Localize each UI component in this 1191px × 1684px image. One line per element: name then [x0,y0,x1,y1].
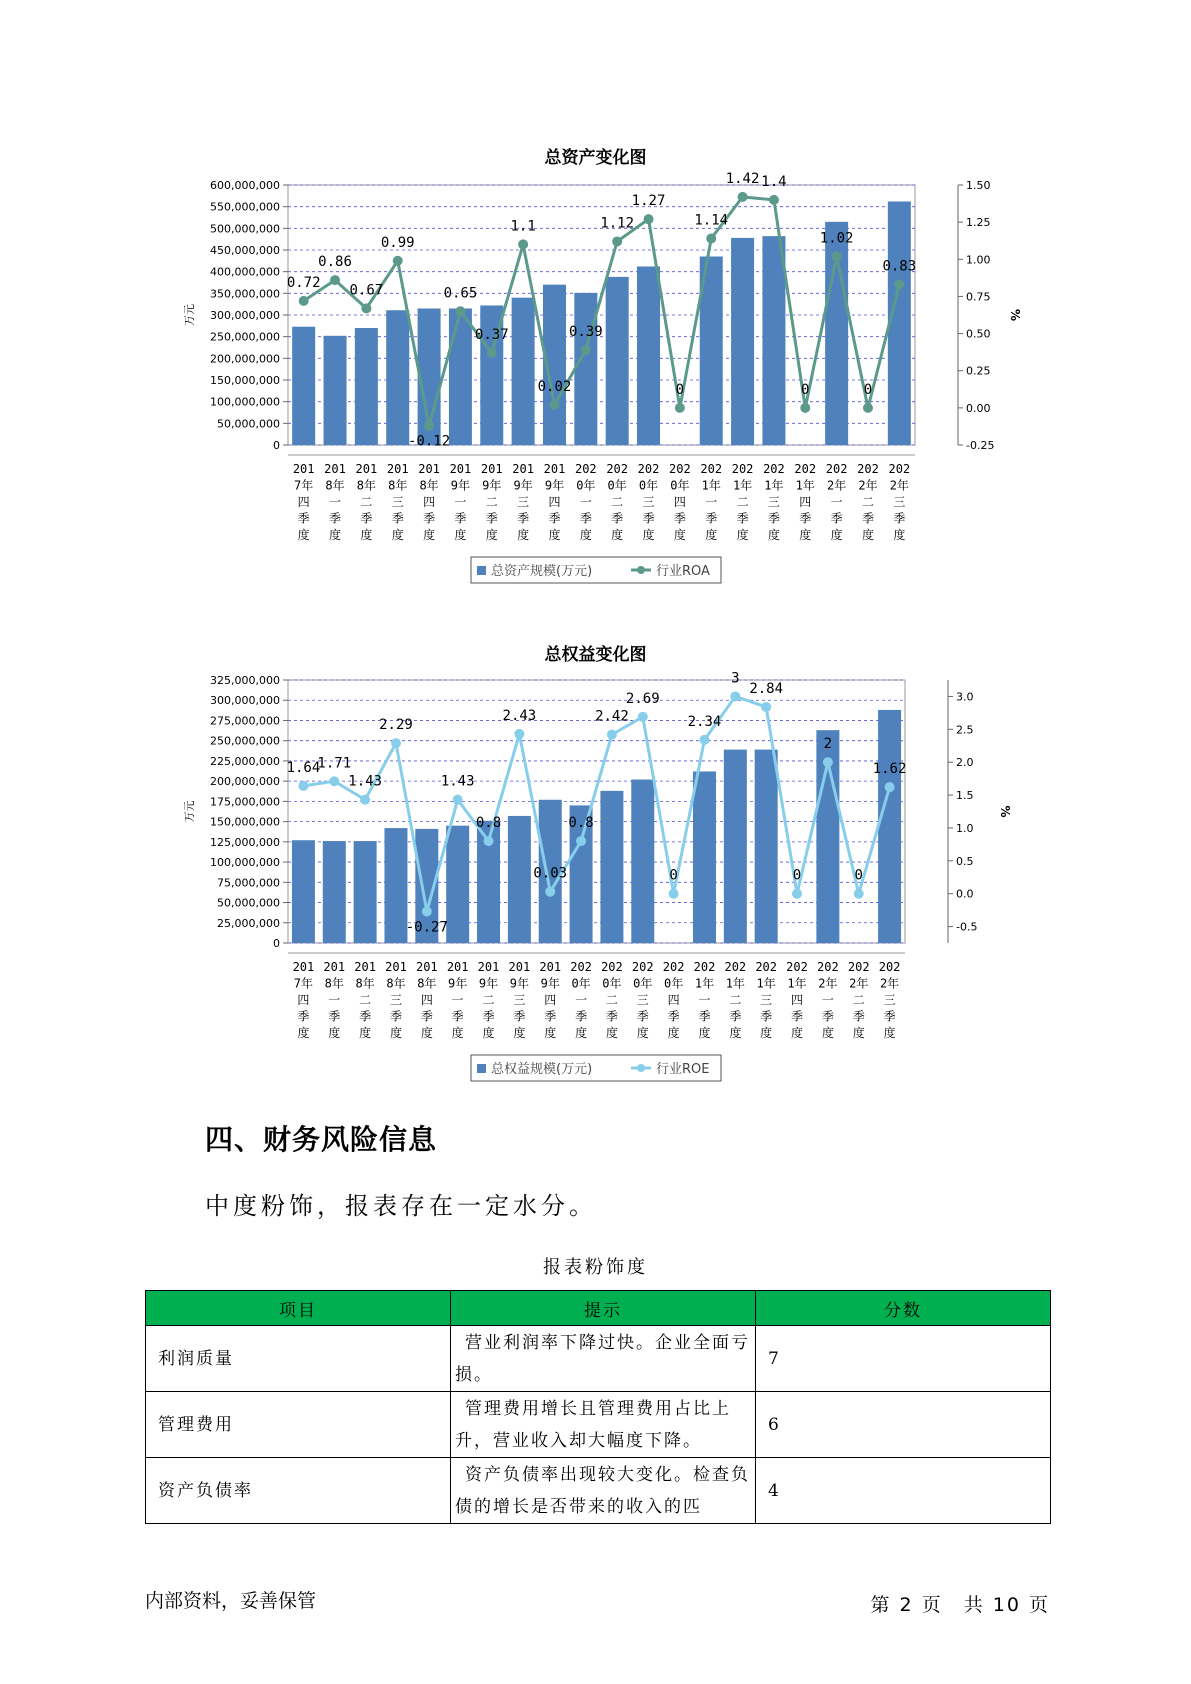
line-point [612,236,622,246]
bar [355,328,378,445]
data-label: 0.39 [568,323,603,340]
x-tick-label: 202 0年三季度 [637,462,660,542]
right-tick-label: 0.0 [956,887,974,901]
page-total: 10 [992,1594,1021,1616]
legend-bar-label: 总权益规模(万元) [491,1062,593,1077]
line-point [863,403,873,413]
x-tick-label: 202 2年二季度 [847,960,870,1040]
table-header-row [146,1291,1051,1326]
line-point [894,280,904,290]
legend-bar-label: 总资产规模(万元) [491,564,593,579]
x-tick-label: 202 0年一季度 [570,960,592,1040]
line-point [581,345,591,355]
legend-line-label: 行业ROE [656,1062,710,1077]
left-tick-label: 250,000,000 [210,734,280,748]
right-axis-label: % [1008,308,1022,322]
chart-title-total-equity: 总权益变化图 [544,645,647,665]
line-point [391,738,401,748]
data-label: 1.1 [510,218,536,235]
left-tick-label: 300,000,000 [210,309,280,322]
line-point [706,233,716,243]
data-label: 0.8 [475,815,502,832]
data-label: 2.84 [749,680,784,697]
row-score: 4 [756,1458,1051,1524]
data-label: 0.99 [380,234,415,251]
left-tick-label: 300,000,000 [210,694,280,708]
right-tick-label: 0.00 [966,401,991,415]
line-point [638,712,648,722]
x-tick-label: 202 2年一季度 [825,462,848,542]
data-label: 1.42 [725,170,760,187]
data-label: 1.14 [694,212,729,229]
data-label: 2.69 [625,690,660,707]
data-label: 1.71 [317,755,352,772]
footer-page-number [870,1590,1050,1617]
row-item: 利润质量 [146,1326,451,1392]
data-label: 0.37 [474,326,509,343]
header-hint: 提示 [451,1291,756,1326]
bar [574,293,597,445]
data-label: 0.72 [286,274,321,291]
row-hint: 资产负债率出现较大变化。检查负债的增长是否带来的收入的匹 [451,1458,756,1524]
line-point [761,702,771,712]
bar [292,840,315,943]
data-label: 1.02 [819,230,854,247]
bar [323,841,346,943]
line-point [484,836,494,846]
bar [631,780,654,943]
line-point [455,306,465,316]
x-tick-label: 201 7年四季度 [292,960,315,1040]
line-point [549,400,559,410]
risk-table [145,1290,1051,1524]
left-axis-label: 万元 [183,304,196,326]
data-label: 1.4 [761,173,787,190]
right-tick-label: 0.5 [956,854,974,868]
x-tick-label: 201 9年四季度 [539,960,562,1040]
left-tick-label: 450,000,000 [210,244,280,257]
x-tick-label: 202 2年三季度 [878,960,901,1040]
data-label: 2.43 [502,707,537,724]
x-tick-label: 202 0年二季度 [601,960,623,1040]
bar [324,336,347,445]
x-tick-label: 202 1年四季度 [786,960,808,1040]
data-label: 1.27 [631,193,666,210]
page-prefix: 第 [870,1594,892,1616]
row-hint: 管理费用增长且管理费用占比上升，营业收入却大幅度下降。 [451,1392,756,1458]
right-axis-label: % [998,805,1012,818]
page-current: 2 [899,1594,914,1616]
data-label: 0 [675,381,685,398]
left-tick-label: 150,000,000 [210,815,280,829]
line-point [769,195,779,205]
legend-line-marker [637,1064,645,1072]
row-score: 6 [756,1392,1051,1458]
x-tick-label: 202 2年二季度 [857,462,879,542]
table-row [146,1392,1051,1458]
right-tick-label: 1.5 [956,789,974,803]
right-tick-label: 1.0 [956,821,974,835]
right-tick-label: 0.25 [966,364,991,378]
line-point [299,296,309,306]
total-equity-chart [0,668,1191,1088]
left-tick-label: 600,000,000 [210,179,280,192]
left-tick-label: 0 [273,937,280,950]
left-tick-label: 150,000,000 [210,374,280,387]
x-tick-label: 201 8年三季度 [385,960,407,1040]
data-label: 2.29 [379,717,413,734]
line-point [885,782,895,792]
x-tick-label: 201 8年二季度 [354,960,376,1040]
x-tick-label: 202 0年三季度 [631,960,654,1040]
left-tick-label: 275,000,000 [210,714,280,728]
x-tick-label: 202 1年一季度 [700,462,723,542]
x-tick-label: 202 0年四季度 [662,960,685,1040]
header-item: 项目 [146,1291,451,1326]
line-point [675,403,685,413]
line-point [792,889,802,899]
left-tick-label: 200,000,000 [210,352,280,366]
line-point [832,251,842,261]
x-tick-label: 201 9年三季度 [508,960,531,1040]
data-label: -0.12 [407,433,451,450]
bar [354,841,377,943]
x-tick-label: 202 2年一季度 [817,960,839,1040]
right-tick-label: -0.5 [956,920,978,934]
line-point [330,275,340,285]
data-label: 0 [669,867,678,884]
left-tick-label: 50,000,000 [217,896,280,910]
bar [512,298,535,445]
data-label: 0 [863,381,873,398]
data-label: 0.83 [882,258,917,275]
bar [724,750,747,943]
page-mid: 页 共 [921,1594,985,1616]
right-tick-label: 0.75 [966,290,991,304]
line-point [854,889,864,899]
data-label: 3 [731,670,740,687]
x-tick-label: 202 0年二季度 [606,462,629,542]
line-point [699,735,709,745]
x-tick-label: 202 1年一季度 [693,960,716,1040]
left-tick-label: 550,000,000 [210,200,280,214]
line-point [607,730,617,740]
left-tick-label: 0 [273,439,280,452]
data-label: 1.62 [872,761,907,778]
data-label: 0 [801,381,810,398]
line-point [738,192,748,202]
x-tick-label: 202 0年一季度 [574,462,597,542]
row-item: 资产负债率 [146,1458,451,1524]
x-tick-label: 202 1年二季度 [731,462,754,542]
data-label: 0 [854,867,863,884]
data-label: 2.42 [595,708,629,725]
x-tick-label: 201 8年一季度 [324,462,346,542]
data-label: 1.43 [348,773,382,790]
table-row [146,1458,1051,1524]
bar [386,310,409,445]
row-item: 管理费用 [146,1392,451,1458]
bar [731,238,754,445]
table-caption: 报表粉饰度 [543,1257,648,1278]
left-tick-label: 75,000,000 [217,876,280,890]
data-label: -0.27 [405,919,448,936]
bar [755,750,778,943]
right-tick-label: 2.5 [956,723,974,737]
x-tick-label: 202 0年四季度 [669,462,691,542]
left-tick-label: 500,000,000 [210,222,280,236]
left-tick-label: 200,000,000 [210,775,280,789]
data-label: 0.86 [318,254,352,271]
left-tick-label: 400,000,000 [210,265,280,279]
line-point [422,906,432,916]
line-point [514,729,524,739]
header-score: 分数 [756,1291,1051,1326]
left-tick-label: 100,000,000 [210,856,280,870]
right-tick-label: -0.25 [966,439,995,452]
x-tick-label: 201 9年二季度 [477,960,500,1040]
right-tick-label: 0.50 [966,327,991,341]
line-point [669,889,679,899]
section-heading: 四、财务风险信息 [205,1123,438,1156]
x-tick-label: 201 8年二季度 [355,462,378,542]
legend-bar-swatch [477,1064,486,1073]
bar [292,327,315,445]
right-tick-label: 1.00 [966,253,991,267]
x-tick-label: 201 8年四季度 [418,462,440,542]
left-tick-label: 225,000,000 [210,754,280,768]
left-tick-label: 100,000,000 [210,395,280,409]
bar [888,201,911,445]
chart-title-total-assets: 总资产变化图 [544,148,647,168]
x-tick-label: 201 8年三季度 [386,462,409,542]
data-label: 2.34 [687,713,722,730]
line-point [576,836,586,846]
page-suffix: 页 [1028,1594,1050,1616]
data-label: 2 [823,736,833,753]
line-point [361,303,371,313]
risk-summary: 中度粉饰，报表存在一定水分。 [205,1192,597,1220]
x-tick-label: 202 1年二季度 [724,960,747,1040]
x-tick-label: 202 1年三季度 [755,960,778,1040]
data-label: 1.12 [600,215,635,232]
line-point [644,214,654,224]
bar [693,771,716,943]
x-tick-label: 202 2年三季度 [888,462,911,542]
line-point [329,776,339,786]
x-tick-label: 201 7年四季度 [292,462,315,542]
data-label: 0.8 [568,815,594,832]
data-label: 1.64 [286,759,321,776]
line-point [487,348,497,358]
row-hint: 营业利润率下降过快。企业全面亏损。 [451,1326,756,1392]
legend-line-marker [637,566,645,574]
line-point [453,795,463,805]
bar [446,826,469,943]
left-tick-label: 125,000,000 [210,835,280,849]
footer-confidential: 内部资料，妥善保管 [145,1590,317,1612]
line-point [393,256,403,266]
x-tick-label: 201 8年四季度 [415,960,438,1040]
right-tick-label: 2.0 [956,756,974,770]
table-row [146,1326,1051,1392]
x-tick-label: 202 1年四季度 [794,462,817,542]
legend-bar-swatch [477,566,486,575]
right-tick-label: 3.0 [956,690,974,704]
left-tick-label: 250,000,000 [210,330,280,344]
bar [600,791,623,943]
data-label: 0 [792,867,802,884]
left-tick-label: 175,000,000 [210,795,280,809]
bar [508,816,531,943]
bar [606,277,629,445]
right-tick-label: 1.50 [966,179,991,192]
bar [449,309,472,446]
x-tick-label: 201 9年三季度 [512,462,534,542]
line-point [518,239,528,249]
line-point [298,781,308,791]
x-tick-label: 201 8年一季度 [323,960,346,1040]
x-tick-label: 201 9年一季度 [446,960,469,1040]
x-tick-label: 202 1年三季度 [763,462,785,542]
data-label: 0.02 [537,378,572,395]
row-score: 7 [756,1326,1051,1392]
line-point [545,887,555,897]
line-point [730,691,740,701]
left-axis-label: 万元 [183,800,196,823]
right-tick-label: 1.25 [966,216,991,230]
left-tick-label: 325,000,000 [210,674,280,687]
bar [384,828,407,943]
x-tick-label: 201 9年四季度 [543,462,566,542]
x-tick-label: 201 9年一季度 [449,462,472,542]
bar [878,710,901,943]
data-label: 0.65 [443,285,478,302]
line-point [424,421,434,431]
line-point [800,403,810,413]
bar [637,266,660,445]
line-point [360,795,370,805]
left-tick-label: 50,000,000 [217,417,280,431]
line-point [823,757,833,767]
data-label: 1.43 [440,773,475,790]
total-assets-chart [0,170,1191,590]
data-label: 0.67 [349,282,384,299]
legend-line-label: 行业ROA [656,564,710,579]
left-tick-label: 25,000,000 [217,916,280,930]
left-tick-label: 350,000,000 [210,287,280,301]
bar [762,236,785,445]
x-tick-label: 201 9年二季度 [480,462,503,542]
data-label: 0.03 [533,865,568,882]
